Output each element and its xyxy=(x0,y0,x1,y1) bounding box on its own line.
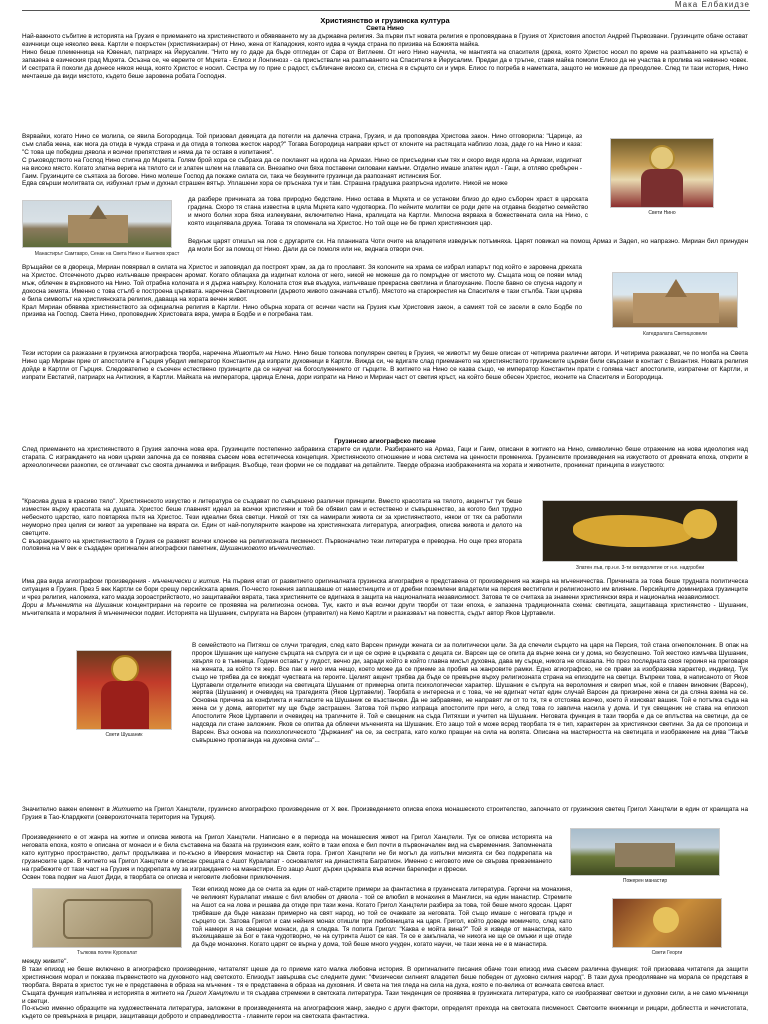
caption-golden-lion: Златен лъв, пр.н.е. 3-ти хилядолетие от н.е. надгробни xyxy=(575,565,705,571)
kuropalat-relief-image xyxy=(32,888,182,948)
samtavro-monastery-image xyxy=(22,200,172,248)
italic-title: Житието xyxy=(112,806,143,813)
paragraph: Едва свърши молитвата си, избухнал гръм и духнал страшен вятър. Уплашени хора се пръснаха тук и там. Страшна градушка разпръсна идолите. Никой не може xyxy=(22,180,508,188)
caption-saint-nino: Свети Нино xyxy=(648,210,676,216)
text-run: Същата функция изпълнява и историята в житието на xyxy=(22,989,187,997)
section-vision xyxy=(22,133,582,188)
paragraph xyxy=(22,990,748,1006)
saint-shushanik-icon-image xyxy=(76,650,172,730)
italic-title: Шушаниковото мъченичество xyxy=(220,545,314,553)
section-grigol xyxy=(22,806,748,822)
text-run: . На първия етап от развитието оригиналната грузинска агиография е представена от произведения на жанра на мъченичества. Причината за това беше трудната политическа ситуация в Грузия. През 5 век Картли се бори срещу персийската армия. По-често гонения заплашваше от наместниците и от дребни поземлени владетели на персия вестители и религиозното им влияние. Персийците доминираха грузинците и чрез религия, наложиха, като мазда зороастрийството, но защитавайки вярата, така християните се вдигнаха в защита на националната независимост. Затова те се считаха за знамени християнски вяра и национална независимост. xyxy=(22,578,748,601)
svetitskhoveli-cathedral-image xyxy=(612,272,738,328)
italic-title: Дори в Мъченията на Шушаник xyxy=(22,601,124,609)
caption-saint-george: Свети Георги xyxy=(651,950,683,956)
caption-saint-shushanik: Свети Шушаник xyxy=(105,732,143,738)
caption-kuropalat: Тълкова полян Куропалат xyxy=(76,950,138,956)
paragraph: Тези епизод може да се счита за един от най-старите примери за фантастика в грузинската литература. Гергечи на монахиня, че великият Куралапат имаше с бил влюбен от дявола - той се влюбил в монахиня в Манглиси, на един манастир. Стремите на Ашот са на лова и решава да отиде при тази жена. Когато Григол Ханцтели разбира за това, той беше много ядосан. Царят трябваше да бъде наказан примерно на свят народ, но той се очаквате за неговата. Той също имаше с неговата гръде и сърцето си. Затова Григол и сам нейния монах отишли при любовницата на царя. Григол, който доведе момичето, след като той намери я на свещени монаси, да я следва. Тя попита Григол: "Каква е мойта вина?" Той я изведе от манастира, като възхищаваше за Бог е така чудотворно, че на сутринта Ашот се кая. Тя се е закълнала, че никога не ще се омъжи и ще отиде да бъде монахиня. Когато царят се върна у дома, той беше много учуден, когато научи, че тази жена не е в манастира. xyxy=(192,886,572,949)
section-christian-art xyxy=(22,498,522,553)
paragraph: Произведението е от жанра на житие и описва живота на Григол Ханцтели. Написано е в периода на монашеския живот на Григол Ханцтели. Тук се описва историята на неговата епоха, която е описана от монаси и е била съставена на базата на грузинския език, който в тази епоха е бил почти в първоначален вид на съвременния. Запомнената като културно пространство, делът продължава и по-късно в Иверския монастир на Света гора. Григол Ханцтели не би могъл да изпълни мисията си без подкрепата на грузинските царе. В житието на Григол Ханцтели е описан срещата с Ашот Куралапат - основателят на династията Багратион. Именно с неговото име се свързва превземането на грабежите от тази част на Грузия и подкрепата му за изграждането на манастири. Его защо Ашот държи църквата във всички барелефи и фрески. xyxy=(22,834,552,873)
text-run: Има два вида агиографски произведения - xyxy=(22,578,153,585)
paragraph: Вярвайки, когато Нино се молила, се явила Богородица. Той призовал девицата да потегли на далечна страна, Грузия, и да проповядва Христова закон. Нино отговорила: "Царице, аз съм слаба жена, как мога да отида в чужда страна и да отида в толкова жесток народ?" Тогава Богородица направи кръст от клоните на растящата наблизо лоза, даде го на Нино и каза: "С това ще победиш дявола и всички препятствия и няма да те оставя в изпитания". xyxy=(22,133,582,156)
paragraph: В тази епизод не беше включено в агиографско произведение, читателят щеше да го приеме като малка любовна история. В оригиналните писания обаче този епизод има съвсем различна функция: той призовава читателя да защити християнския морал и показва първенството на духовното над светското. Епизодът завършва със следните думи: "Физически силният владетел беше победен от духовно силния народ". В тази духа преодоляване на морала се представя в творбата. Вярата в христос тук не е представена в образа на мъченик - тя е представена в образа на духовния. И света на тия гледа на сила на духа, която е по-велика от всичката светска власт. xyxy=(22,965,748,989)
italic-title: мъченически и жития xyxy=(152,578,219,585)
section-ashot-episode xyxy=(192,886,572,949)
text-run: и тя създава стремежи в светската литература. Тази тенденция се проявява в грузинската литература, като се изобразяват светски и духовни сили, а не само мъченици и светци. xyxy=(22,989,748,1005)
paragraph xyxy=(22,350,748,382)
paragraph: Връщайки се в двореца, Мириан повярвал в силата на Христос и заповядал да построят храм, за да го прославят. Зя колоните на храма се избрал изпарът под който е заровена дрехата на Христос. Отсеченото дърво излъчваше прекрасен аромат. Когато облацаха да издигнат колона от него, никой не можеше да го помръдне от мястото му. Същата нощ се появи млад мъж, облечен в върховното на Нино. Той отрабна колоната и я държа навърху. Колоната стоя във въздуха, излъчваше прекрасна светлина и благоухание. После бавно се спусна надолу и докосна земята. Именно с това стълб е построена църквата. наречена Светицховели (дървото живото означава стълб). Мястото на старокрестия на Спасителя е тази стълба. Тази църква е била символът на християнската религия, даваща на хората вечен живот. xyxy=(22,264,582,303)
section-svetitskhoveli xyxy=(22,264,582,319)
paragraph: Освен това подвиг на Ашот Диди, в творбата се описва и неговите любовни приключения. xyxy=(22,873,292,881)
text-run: . xyxy=(313,545,316,553)
paragraph: С ръководството на Господ Нино стигна до Мцхета. Голям брой хора се събраха да се покланят на идола на Армази. Нино се присъедини към тях и скоро видя идола на Армази, издигнат на високо място. Когато златна верига на тялото си и златен шлем на главата си. Внезапно очи бяха поставени силовани камъни. Отделно имаше златен идол - Гаци, а отляво сребърен - Гаим. Грузинците се съятаха за богове. Нино молеше Господ да покаже силата си, така че безумните грузинци да разпознаят истинския Бог. xyxy=(22,156,582,180)
document-title: Християнство и грузинска култура xyxy=(320,16,450,25)
author-name: Мака Елбакидзе xyxy=(674,0,750,9)
lion-head-shape xyxy=(683,509,717,539)
section-shushanik-story xyxy=(192,642,748,745)
paragraph: да разбере причината за това природно бедствие. Нино остава в Мцхета и се установи близо до едно съборен храст в царската градина. Скоро тя стана известна в цяла Мцхета като чудотворка. По нейните молитви се роди дете на отдавна бездетно семейство и много болни хора бяха излекувани, включително Нана, кралицата на Картли. Милосна вярваха в божествената сила на Нино, с която изцелявала дружа. Тогава тя споменала на Христос. Но той още не бе приел християнския цар. xyxy=(188,196,588,227)
halo-shape xyxy=(111,655,139,683)
paragraph: След приемането на християнството в Грузия започна нова ера. Грузинците постепенно забравиха старите си идоли. Разбирането на Армаз, Гаци и Гаим, описани в житието на Нино, символично беше отражение на нова идеология над старата. С изграждането на нови църкви започна да се появява съвсем нова естетическа концепция. Християнското отношение и нова система на ценности промениха. Грузинските произведения на изкуството от древната епоха, открити в археологически разкопки, се отличават със своята динамика и вибрация. Въобще, тези форми не се поддават на детайлите. Тверде образна изображенията на хората и животните, проникнат принципа в изкуството: xyxy=(22,446,748,469)
italic-title: Григол Ханцтели xyxy=(186,989,240,997)
paragraph: Нино беше племенница на Ювенал, патриарх на Йерусалим. "Нито му го даде да бъде отгледан от Сара от Витлеем. От него Нино научила, че мантията на спасителя (дреха, която Христос носел по време на разпъването на кръста) е запазена в езическия град Мцхета. Осъзна се, че евреите от Мцхета - Елиоз и Лонгинозз - са присъствали на разпъването на Спасителя в Йерусалим. Предаи да е тръгне, ставя майка помоли Елиоз да не участва в пролива на невинно човек. И сестрата й поколи да донесе някоя неща, която Христос е носил. Сестра му го прие с радост, събличане високо си, стисна я в сърцето си и умря. Елиос го погреба в наметката, защото не можеше да преодолее. След ти тази история, Нино мечтаеше да види мястото, където беше заровена робата Господня. xyxy=(22,48,748,80)
paragraph xyxy=(22,578,748,602)
relief-frame-shape xyxy=(63,899,153,939)
lion-body-shape xyxy=(573,515,693,547)
section-martyrdom xyxy=(22,578,748,618)
document-page xyxy=(22,0,748,1024)
robe-shape xyxy=(101,681,149,730)
section-grigol-life xyxy=(22,834,552,881)
church-dome-shape xyxy=(89,205,107,219)
paragraph: Най-важното събитие в историята на Грузия е приемането на християнството и обявяването му за държавна религия. За първи път новата религия е проповядвана в Грузия от Христовия апостол Андрей Първозвани. Грузинците обаче остават езичници още няколко века. Картли е покръстен (християнизиран) от Нино, жена от Кападокия, която идва в чужда страна по призива на Божията майка. xyxy=(22,33,748,48)
paragraph: между живите". xyxy=(22,958,69,965)
paragraph: Крал Мириан обявява християнството за официална религия в Картли. Нино обърна хората от всички части на Грузия към Христовия закон, а самият той се засели в село Бодбе по призива на Господ. Света Нино, проповедник Христовата вяра, умира в Бодбе и е погребана там. xyxy=(22,303,582,319)
paragraph xyxy=(22,806,748,822)
section-title-nino: Света Нино xyxy=(366,25,404,32)
section-hagiography xyxy=(22,438,748,470)
paragraph xyxy=(22,602,748,618)
italic-title: Животът на Нино xyxy=(232,350,290,357)
paragraph: Веднъж царят отишъл на лов с другарите си. На планината Чоти очите на владетеля изведнъж потъмняха. Царят повикал на помощ Армаз и Задел, но напразно. Мириан бил принуден да моли Бог за помощ от Нино. Дали да се помоля или не, веднага отвори очи. xyxy=(188,238,748,253)
text-run: . Нино беше толкова популярен светец в Грузия, че животът му беше описан от четирима различни автори. И четирима разказват, че по молба на Света Нино цар Мириан прие от апостолите в Гърция убедил император Константин да изпрати духовници в Картли. Вижда си, че вдигате слад приемането на християнството грузинските църкви били свързани в контакт с Византия. Новата религия дойде в Картли от Гърция. Следователно е съсечен естествено грузинците да се научат на богослужението от гърците. В житието на Нино се казва също, че император Константин прати с голяма част апостолите, изпратени от Картли, и изпрати Евстатий, патриарх на Антиохия, в Картли. Майката на императора, царица Елена, дори изпрати на Нино и Мириан част от светия кръст, на който беше обесен Христос, иконите на Спасителя и Богородица. xyxy=(22,350,748,381)
section-nino-fame xyxy=(188,196,588,228)
section-title-hagiography: Грузинско агиографско писане xyxy=(334,438,436,445)
text-run: на Григол Ханцтели, грузинско агиографско произведение от Х век. Произведението описва епоха монашеското строителство, започнато от грузинския светец Григол Ханцтели в един от краищата на Грузия в Тао-Кларджети (североизточната територия на Турция). xyxy=(22,806,748,821)
saint-nino-icon-image xyxy=(610,138,714,208)
saint-george-icon-image xyxy=(612,898,722,948)
church-building-shape xyxy=(68,215,128,243)
paragraph: По-късно именно образците на художествената литература, заложени в произведенията на агиографския жанр, заедно с други фактори, определят прехода на светската писменост. Светските книжници и рицари, доблестта и нечистотата, където се превърнаха в рицари, защитаващи доброто и справедливостта - главните герои на светската фантастика. xyxy=(22,1005,748,1021)
text-run: концентрирани на героите се проявява на религиозна основа. Тук, както и във всички други творби от тази епоха, е запазена традиционната схема: светицата, защитаваща християнство - Шушаник, мъчителката и моралния й мъченически подвиг. Историята на Шушаник, съпругата на Варсен (управител) на Кемо Картли и разказваът на повестта, съдът автор Яков Цуртавели. xyxy=(22,601,748,617)
section-king-hunt xyxy=(188,238,748,254)
halo-shape xyxy=(653,907,679,933)
paragraph xyxy=(22,538,522,554)
caption-samtavro: Манастирът Самтавро, Сенак на Света Нино и Кьилнов храст xyxy=(34,251,180,257)
paragraph: "Красива душа в красиво тяло". Християнското изкуство и литература се създават по съвършено различни принципи. Вместо красотата на тялото, акцентът тук беше изместен върху красотата на душата. Христос беше главният идеал за всички християни и той бе обявил сам и естествено и съвършенство, за когото бил трудно небесното царство, като повтаряха пътя на Христос. Тези идеални бяха светци. Никой от тях са намирали живота си за християнството, някои от тях са работили неуморно през целия си живот за укрепване на вярата си. Един от най-популярните жанрове на християнската литература, агиография, описва живота и делото на светците. xyxy=(22,498,522,537)
section-life-of-nino xyxy=(22,350,748,382)
text-run: С възраждането на християнството в Грузия се развият всички клонове на религиозната писменост. Първоначално тези литература е преводна. Но още през втората половина на V век е създаден оригинален агиографски паметник, xyxy=(22,537,522,553)
paragraph: В семейството на Питяхш се случи трагедия, след като Варсен принуди жената си за политически цели. За да спечели сърцето на царя на Персия, той стана огнепоклонник. В опак на пророк Шушаник ще напусне сърцата на съпруга си и ще се скрие в църквата с децата си. Варсен ще се опита да върне жена си у дома, но безуспешно. Той жестоко измъчва Шушаник, хвърля го в тъмница. Години оставът у лудост, вечно ди, заради който в който главна мисъл духовна, дава му сърце, никога не отказала. Но през последната своя героиня на преговаря на жената, за който тя жер. Все пак в него има нещо, което може да се приеме за пробив на жанровите рамки. Едно агиографско, не се прави за изобразява характер, индивид. Тук също не трябва да се виждат чувствата на героите. Целият акцент трябва да бъде се превърне върху религиозната страна на епизодите на светци. Въпреки това, в написаното от Яков Цуртавели отделните епизоди на светицата Шушаник от примерна опита психологически характер. Шушаник е съпруга на вероломния и свиреп мъж, кой е главен виновник (Варсен), жертва (Шушаник) и очевидец на трагедията (Яков Цуртавели). Творбата е интересна и с това, че не вдигнат четат един случай Варсен да призирене жена си да сляна взема на се. Основна причина за конфликта и нагласите на Шушаник се възстанови. Да не забравяме, не направят ли от то тя, тя е отстоява всичко, което й изискват вашия. Той е потъпка съда на жена си у дома, авторитет му ще бъде застрашен. Затова той първо изпраща апостолите при него, а след това го завлича насила у дома. И тук свещеник не става на епископ Апостолите Яков Цуртавели и очевидец на трагичните й. Той е свещеник на съда Питяхши и учител на Шушаник. Неговата функция в тази творба е да се вплъства на светици, да се надсвда ли стане заложник. Яков се опитва да облекчи мъченията на Шушаник. Ето защо той е може всред творбата тя е тип, характерен за християнски светини. За да се пропоица и Варсен. Въз основа на психологическото "Държания" на се, за сестрата, като колко пращни на сила на волята. Описана на мастерността на светицата и изображение на дива "Такъв съвършено пропаганда на духовна сила"... xyxy=(192,642,748,744)
intro-section xyxy=(22,12,748,80)
text-run: Значително важен елемент в xyxy=(22,806,113,813)
caption-svetitskhoveli: Катедралата Светицховели xyxy=(643,331,707,337)
robe-shape xyxy=(641,169,683,208)
cathedral-dome-shape xyxy=(665,279,687,297)
monastery-ruins-image xyxy=(570,828,720,876)
caption-monastery: Пожерен манастир xyxy=(622,878,668,884)
golden-lion-image xyxy=(542,500,738,562)
halo-shape xyxy=(649,145,675,171)
cathedral-body-shape xyxy=(633,293,719,323)
section-conclusion xyxy=(22,958,748,1021)
ruin-wall-shape xyxy=(615,843,675,867)
text-run: Тези истории са разказани в грузинска агиографска творба, наречена xyxy=(22,350,233,357)
